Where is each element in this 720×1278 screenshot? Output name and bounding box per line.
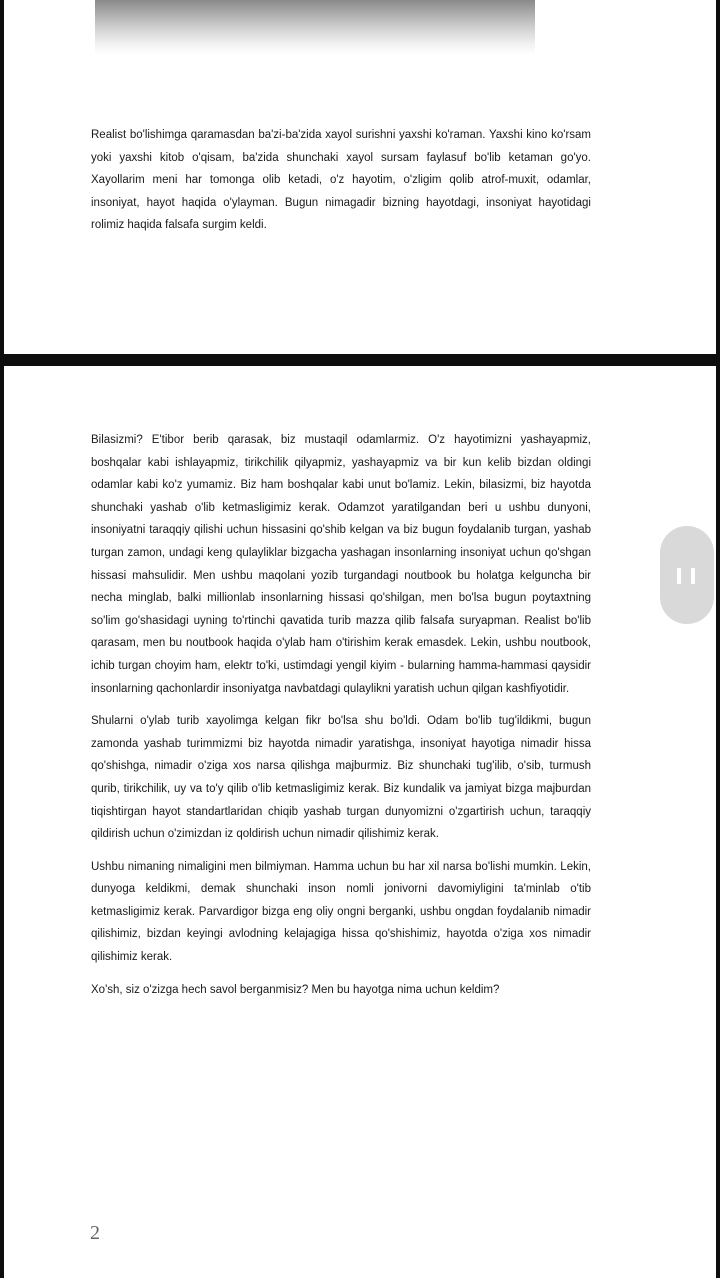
grip-bar-icon (691, 568, 695, 584)
screen-edge-left (0, 0, 4, 1278)
grip-bar-icon (677, 568, 681, 584)
paragraph: Realist bo'lishimga qaramasdan ba'zi-ba'zida xayol surishni yaxshi ko'raman. Yaxshi kino ko'rsam yoki yaxshi kitob o'qisam, ba'zida shunchaki xayol sursam faylasuf bo'lib ketaman go'yo. Xayollarim meni har tomonga olib ketadi, o'z hayotim, o'zligim qolib atrof-muxit, odamlar, insoniyat, hayot haqida o'ylayman. Bugun nimagadir bizning hayotdagi, insoniyat hayotidagi rolimiz haqida falsafa surgim keldi. (91, 129, 591, 232)
previous-page-shadow (95, 0, 535, 55)
paragraph: Xo'sh, siz o'zizga hech savol berganmisiz? Men bu hayotga nima uchun keldim? (91, 983, 500, 996)
paragraph: Ushbu nimaning nimaligini men bilmiyman. Hamma uchun bu har xil narsa bo'lishi mumkin. Lekin, dunyoga keldikmi, demak shunchaki inson nomli jonivorni davomiyligini ta'minlab o'tib ketmasligimiz kerak. Parvardigor bizga eng oliy ongni berganki, ushbu ongdan foydalanib nimadir qilishimiz, bizdan keyingi avlodning kelajagiga hissa qo'shishimiz, hayotda o'ziga xos nimadir qilishimiz kerak. (91, 860, 591, 964)
screen-edge-right (716, 0, 720, 1278)
page-number: 2 (90, 1222, 100, 1244)
document-page-2 (91, 429, 591, 1011)
scroll-handle[interactable] (660, 526, 714, 624)
paragraph: Bilasizmi? E'tibor berib qarasak, biz mustaqil odamlarmiz. O'z hayotimizni yashayapmiz, boshqalar kabi ishlayapmiz, tirikchilik qilyapmiz, yashayapmiz va bir kun kelib bizdan oldingi odamlar kabi ko'z yumamiz. Biz ham boshqalar kabi unut bo'lamiz. Lekin, bilasizmi, biz hayotda shunchaki yashab o'lib ketmasligimiz kerak. Odamzot yaratilgandan beri u ushbu dunyoni, insoniyatni taraqqiy qilishi uchun hissasini qo'shib kelgan va biz bugun foydalanib turgan, yashab turgan zamon, undagi keng qulayliklar bizgacha yashagan insonlarning insoniyat uchun qo'shgan hissasi mahsulidir. Men ushbu maqolani yozib turgandagi noutbook bu holatga kelguncha bir necha minglab, balki millionlab insonlarning hissasi qo'shilgan, men bo'lsa bugun poytaxtning so'lim go'shasidagi uyning to'rtinchi qavatida turib mazza qilib falsafa suryapman. Realist bo'lib qarasam, men bu noutbook haqida o'ylab ham o'tirishim kerak emasdek. Lekin, ushbu noutbook, ichib turgan choyim ham, elektr to'ki, ustimdagi yengil kiyim - bularning hamma-hammasi qaysidir insonlarning qachonlardir insoniyatga navbatdagi qulaylikni yaratish uchun qilgan kashfiyotidir. (91, 434, 591, 695)
paragraph: Shularni o'ylab turib xayolimga kelgan fikr bo'lsa shu bo'ldi. Odam bo'lib tug'ildikmi, bugun zamonda yashab turimmizmi biz hayotda nimadir yaratishga, insoniyat hayotiga nimadir hissa qo'shishga, nimadir o'ziga xos narsa qilishga majburmiz. Biz shunchaki tug'ilib, o'sib, turmush qurib, tirikchilik, uy va to'y qilib o'lib ketmasligimiz kerak. Biz kundalik va jamiyat bizga majburdan tiqishtirgan hayot standartlaridan chiqib yashab turgan dunyomizni o'zgartirish uchun, taraqqiy qildirish uchun o'zimizdan iz qoldirish uchun nimadir qilishimiz kerak. (91, 715, 591, 841)
page-separator (0, 354, 720, 366)
document-page-1 (91, 124, 591, 247)
